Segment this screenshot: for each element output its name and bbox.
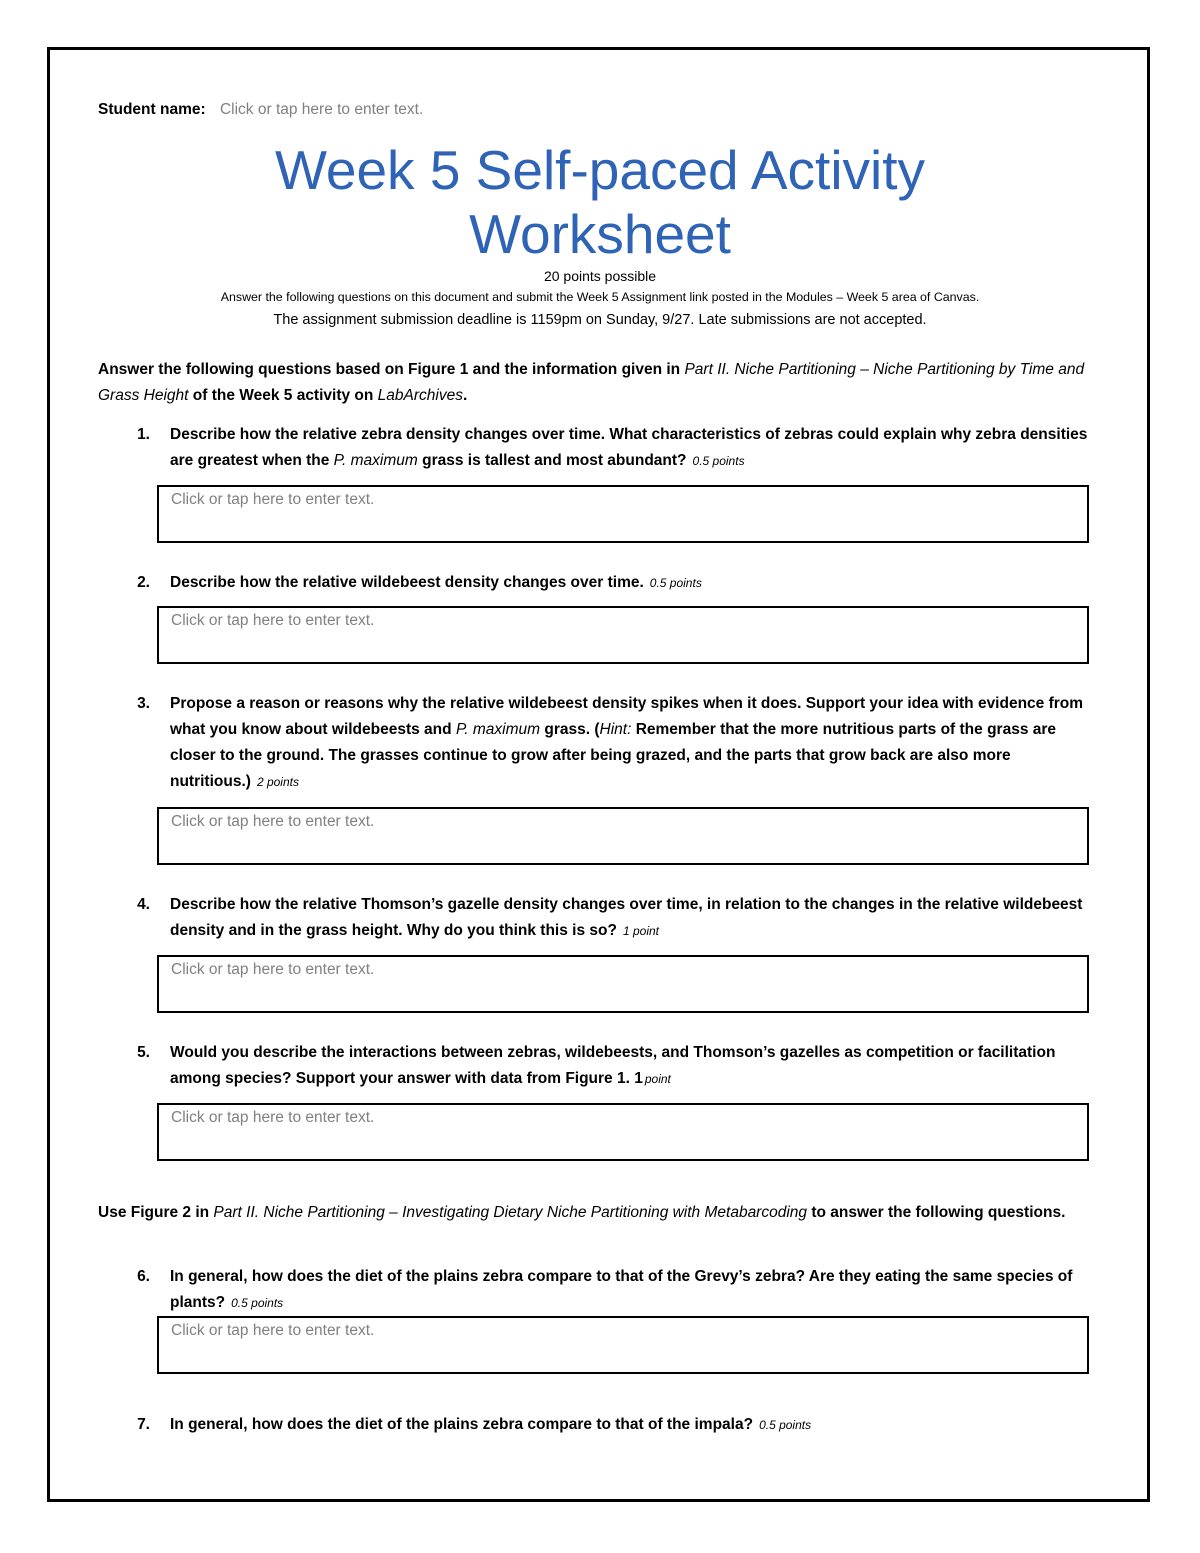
answer-field-5[interactable]: Click or tap here to enter text.	[157, 1103, 1089, 1161]
answer-field-1[interactable]: Click or tap here to enter text.	[157, 485, 1089, 543]
question-number: 1.	[137, 426, 150, 443]
question-7: 7. In general, how does the diet of the plains zebra compare to that of the impala? 0.5 points	[137, 1416, 812, 1433]
points-label: point	[644, 1072, 671, 1086]
question-5: 5. Would you describe the interactions between zebras, wildebeests, and Thomson’s gazelles as competition or facilitation among species? Support your answer with data from Figure 1. 1 point	[137, 1044, 1056, 1087]
instructions: Answer the following questions on this document and submit the Week 5 Assignment link posted in the Modules – Week 5 area of Canvas.	[220, 290, 980, 304]
question-3: 3. Propose a reason or reasons why the relative wildebeest density spikes when it does. Support your idea with evidence from what you know about wildebeests and P. maximum grass. (Hint: Remember that the more nutritious parts of the grass are closer to the ground. The grasses continue to grow after being grazed, and the parts that grow back are also more nutritious.) 2 points	[137, 695, 1084, 790]
points-label: 0.5 points	[231, 1296, 284, 1310]
question-1: 1. Describe how the relative zebra density changes over time. What characteristics of zebras could explain why zebra densities are greatest when the P. maximum grass is tallest and most abundant? 0.5 points	[98, 422, 1098, 474]
points-label: 2 points	[256, 775, 299, 789]
answer-field-2[interactable]: Click or tap here to enter text.	[157, 606, 1089, 664]
points-label: 0.5 points	[692, 454, 745, 468]
deadline: The assignment submission deadline is 1159pm on Sunday, 9/27. Late submissions are not accepted.	[273, 312, 927, 328]
points-label: 0.5 points	[759, 1418, 812, 1432]
page-title	[100, 138, 1100, 266]
title-line-1: Week 5 Self-paced Activity	[274, 139, 926, 201]
student-name-label: Student name:	[98, 101, 206, 118]
title-line-2: Worksheet	[469, 203, 731, 265]
answer-field-3[interactable]: Click or tap here to enter text.	[157, 807, 1089, 865]
question-6: 6. In general, how does the diet of the plains zebra compare to that of the Grevy’s zebra? Are they eating the same species of plants? 0.5 points	[137, 1268, 1073, 1311]
student-name-field[interactable]: Click or tap here to enter text.	[219, 101, 424, 118]
points-label: 0.5 points	[649, 576, 702, 590]
points-label: 1 point	[622, 924, 659, 938]
points-possible: 20 points possible	[543, 268, 657, 284]
section-2-intro: Use Figure 2 in Part II. Niche Partitioning – Investigating Dietary Niche Partitioning with Metabarcoding to answer the following questions.	[98, 1204, 1066, 1221]
question-2: 2. Describe how the relative wildebeest density changes over time. 0.5 points	[137, 574, 702, 591]
question-4: 4. Describe how the relative Thomson’s gazelle density changes over time, in relation to the changes in the relative wildebeest density and in the grass height. Why do you think this is so? 1 point	[137, 896, 1083, 939]
student-name-row	[98, 101, 423, 119]
section-1-intro: Answer the following questions based on Figure 1 and the information given in Part II. Niche Partitioning – Niche Partitioning by Time and Grass Height of the Week 5 activity on LabArchives.	[98, 361, 1085, 404]
answer-field-6[interactable]: Click or tap here to enter text.	[157, 1316, 1089, 1374]
answer-field-4[interactable]: Click or tap here to enter text.	[157, 955, 1089, 1013]
